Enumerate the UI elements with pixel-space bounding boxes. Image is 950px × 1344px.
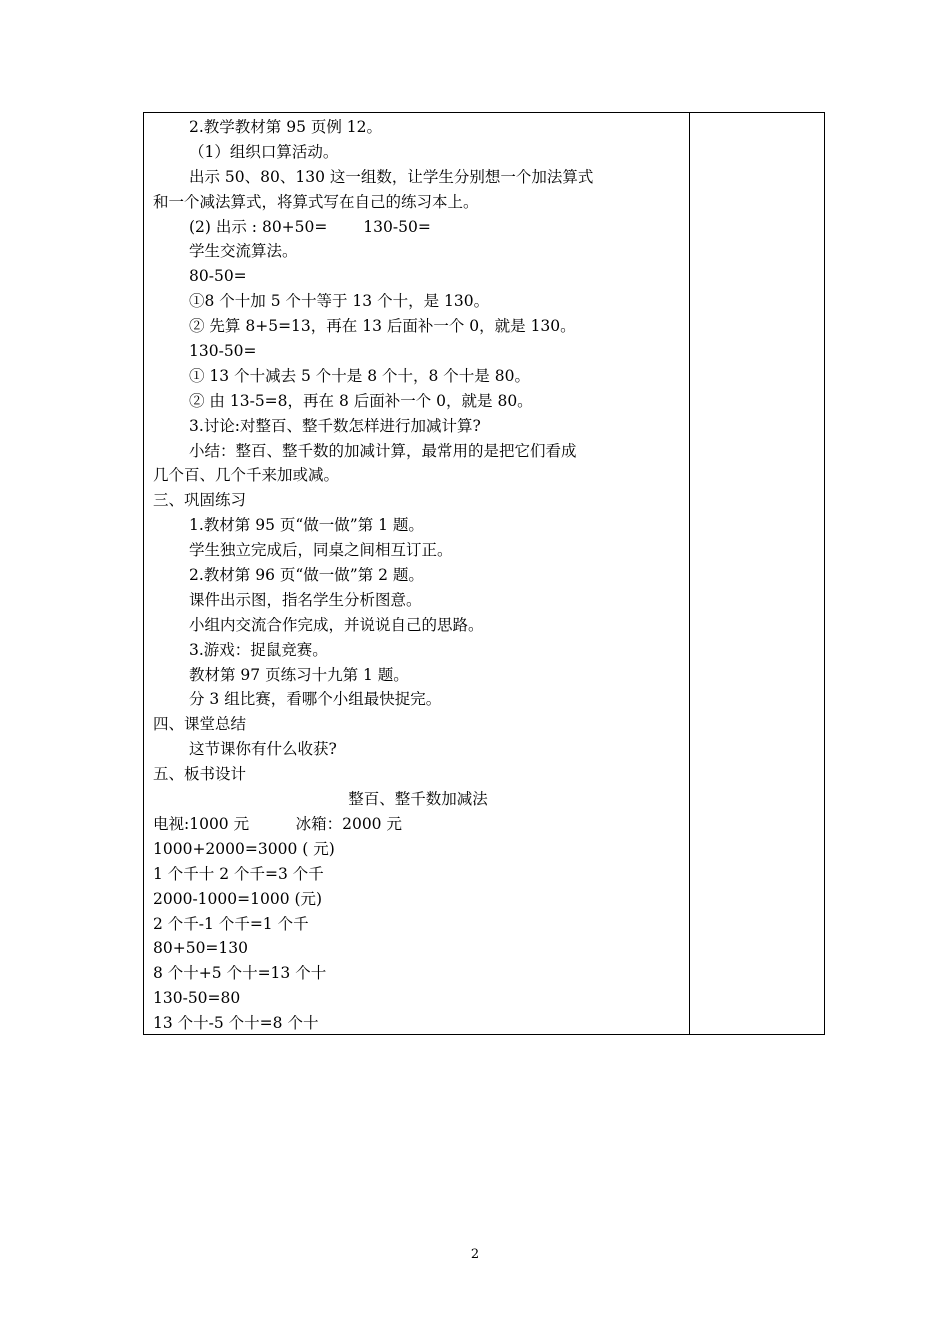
content-line: 和一个减法算式，将算式写在自己的练习本上。 bbox=[153, 192, 479, 211]
content-line: 分 3 组比赛，看哪个小组最快捉完。 bbox=[189, 690, 442, 709]
content-line: 出示 50、80、130 这一组数，让学生分别想一个加法算式 bbox=[189, 167, 594, 186]
content-line: 学生交流算法。 bbox=[189, 242, 298, 261]
content-line: 四、课堂总结 bbox=[153, 715, 247, 734]
page-number: 2 bbox=[470, 1247, 480, 1262]
content-line: 2.教材第 96 页“做一做”第 2 题。 bbox=[189, 566, 424, 585]
content-line: 小组内交流合作完成，并说说自己的思路。 bbox=[189, 615, 484, 634]
content-line: 学生独立完成后，同桌之间相互订正。 bbox=[189, 541, 453, 560]
content-line: ① 13 个十减去 5 个十是 8 个十，8 个十是 80。 bbox=[189, 366, 530, 385]
content-line: 2000-1000=1000 (元) bbox=[153, 889, 323, 908]
content-line: 3.游戏：捉鼠竞赛。 bbox=[189, 640, 328, 659]
content-line: 教材第 97 页练习十九第 1 题。 bbox=[189, 665, 409, 684]
content-line: 80-50= bbox=[189, 267, 247, 286]
content-line: 1000+2000=3000 ( 元) bbox=[153, 839, 335, 858]
content-line: 电视:1000 元 冰箱：2000 元 bbox=[153, 814, 402, 833]
lesson-table bbox=[143, 112, 825, 1035]
content-line: ② 由 13-5=8，再在 8 后面补一个 0，就是 80。 bbox=[189, 391, 533, 410]
content-line: 3.讨论:对整百、整千数怎样进行加减计算? bbox=[189, 416, 481, 435]
content-line: 13 个十-5 个十=8 个十 bbox=[153, 1014, 319, 1033]
content-line: 小结：整百、整千数的加减计算，最常用的是把它们看成 bbox=[189, 441, 577, 460]
content-line: 课件出示图，指名学生分析图意。 bbox=[189, 590, 422, 609]
board-title: 整百、整千数加减法 bbox=[348, 790, 488, 809]
content-line: 130-50=80 bbox=[153, 989, 241, 1008]
content-line: 1.教材第 95 页“做一做”第 1 题。 bbox=[189, 516, 424, 535]
notes-cell bbox=[690, 113, 824, 1034]
lesson-content-cell bbox=[153, 115, 683, 1036]
content-line: 几个百、几个千来加或减。 bbox=[153, 466, 340, 485]
content-line: 五、板书设计 bbox=[153, 765, 247, 784]
content-line: 2 个千-1 个千=1 个千 bbox=[153, 914, 309, 933]
content-line: 三、巩固练习 bbox=[153, 491, 247, 510]
content-line: （1）组织口算活动。 bbox=[189, 142, 339, 161]
content-line: 80+50=130 bbox=[153, 939, 249, 958]
content-line: 这节课你有什么收获? bbox=[189, 740, 337, 759]
content-line: 1 个千十 2 个千=3 个千 bbox=[153, 864, 324, 883]
content-line: 2.教学教材第 95 页例 12。 bbox=[189, 118, 383, 136]
content-line: ② 先算 8+5=13，再在 13 后面补一个 0，就是 130。 bbox=[189, 317, 576, 336]
content-line: 130-50= bbox=[189, 342, 257, 361]
content-line: (2) 出示 : 80+50= 130-50= bbox=[189, 217, 431, 236]
content-line: 8 个十+5 个十=13 个十 bbox=[153, 964, 327, 983]
content-line: ①8 个十加 5 个十等于 13 个十，是 130。 bbox=[189, 292, 490, 311]
